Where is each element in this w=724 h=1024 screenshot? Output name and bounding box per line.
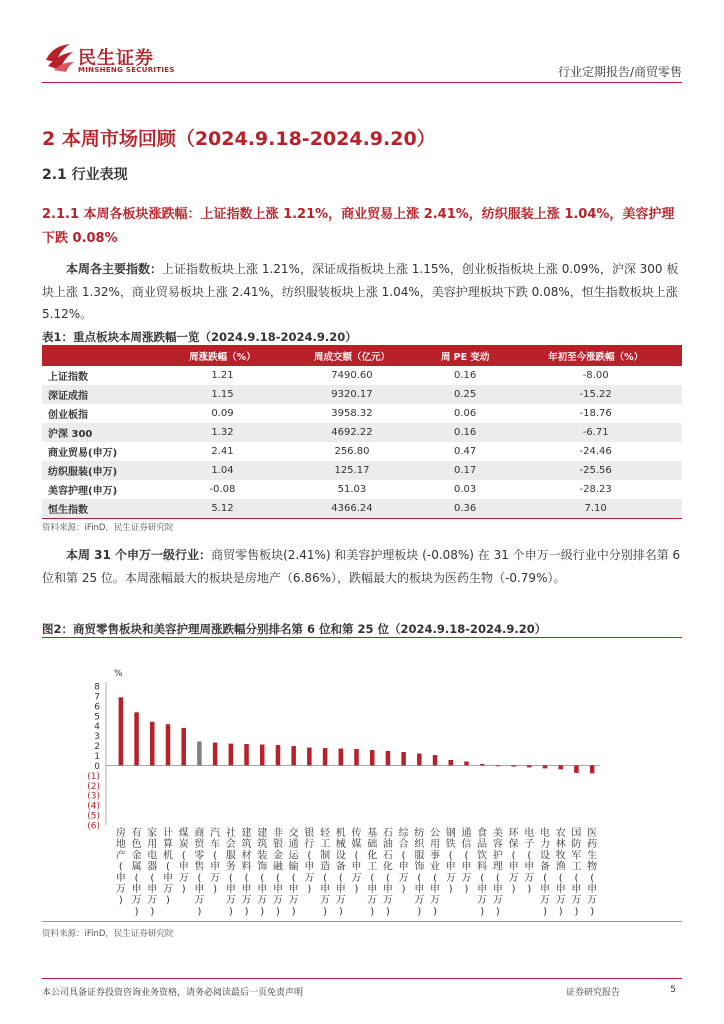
logo-name-en: MINSHENG SECURITIES (78, 66, 175, 74)
table-cell: -0.08 (209, 484, 236, 495)
x-tick-label: 机械设备(申万) (335, 828, 346, 918)
table-cell: 0.16 (421, 423, 509, 442)
bar (150, 722, 155, 766)
figure-bottom-rule (42, 921, 682, 922)
table-cell: 9320.17 (283, 385, 421, 404)
y-tick-label: 5 (94, 712, 100, 723)
y-tick-label: (2) (87, 781, 100, 792)
y-tick-label: 2 (94, 742, 100, 753)
x-tick-label: 通信(申万) (461, 828, 472, 895)
x-tick-label: 基础化工(申万) (367, 828, 378, 918)
table-cell: 商业贸易(申万) (48, 448, 118, 459)
figure-source: 资料来源：iFinD，民生证券研究院 (42, 929, 174, 939)
table-cell: 0.25 (421, 385, 509, 404)
y-tick-label: 3 (94, 732, 100, 743)
table-cell: 1.32 (162, 423, 283, 442)
bar (401, 752, 406, 765)
paragraph-lead: 本周 31 个申万一级行业： (66, 548, 212, 562)
table-cell: 4366.24 (283, 499, 421, 518)
x-tick-label: 国防军工(申万) (571, 828, 582, 918)
table-cell: 0.03 (454, 484, 477, 495)
table-cell: 7490.60 (331, 370, 373, 381)
y-tick-label: (5) (87, 811, 100, 822)
y-tick-label: (3) (87, 791, 100, 802)
table-cell: 125.17 (283, 461, 421, 480)
x-tick-label: 美容护理(申万) (492, 828, 503, 918)
bar (181, 728, 186, 766)
logo-name-cn: 民生证券 (78, 48, 154, 69)
table-source: 资料来源：iFinD，民生证券研究院 (42, 523, 174, 533)
table-cell: 2.41 (211, 446, 234, 457)
table-cell: 1.15 (162, 385, 283, 404)
bar (339, 749, 344, 766)
x-tick-label: 农林牧渔(申万) (555, 828, 566, 918)
table-cell: 51.03 (337, 484, 367, 495)
figure-title: 图2：商贸零售板块和美容护理周涨跌幅分别排名第 6 位和第 25 位（2024.9.18-2024.9.20） (42, 622, 547, 636)
table-cell: -6.71 (509, 423, 682, 442)
index-performance-table (42, 345, 682, 519)
x-tick-label: 建筑材料(申万) (241, 828, 252, 918)
table-cell: 纺织服装(申万) (42, 461, 162, 480)
table-cell: 4692.22 (283, 423, 421, 442)
table-header-cell: 年初至今涨跌幅（%） (509, 345, 682, 366)
table-cell: 美容护理(申万) (48, 486, 118, 497)
x-tick-label: 银行(申万) (304, 828, 315, 895)
paragraph-body: 商贸零售板块(2.41%) 和美容护理板块 (-0.08%) 在 31 个申万一级行业中分别排名第 6 位和第 25 位。本周涨幅最大的板块是房地产（6.86%），跌幅最大的板块为医药生物（-0.79%）。 (42, 548, 681, 585)
bar (119, 697, 124, 765)
table-cell: 沪深 300 (42, 423, 162, 442)
table-header-cell (42, 345, 162, 366)
industry-return-bar-chart (0, 640, 724, 920)
x-tick-label: 医药生物(申万) (587, 828, 598, 918)
x-tick-label: 非银金融(申万) (272, 828, 283, 918)
bar (197, 742, 202, 766)
x-tick-label: 计算机(申万) (162, 828, 173, 907)
y-tick-label: 7 (94, 692, 100, 703)
header-divider (42, 82, 682, 83)
bar (590, 765, 595, 773)
x-tick-label: 家用电器(申万) (147, 828, 158, 918)
x-tick-label: 纺织服饰(申万) (414, 828, 425, 918)
table-row (42, 404, 682, 423)
table-cell: 0.17 (421, 461, 509, 480)
table-cell: 恒生指数 (42, 499, 162, 518)
table-row (42, 499, 682, 518)
x-tick-label: 石油石化(申万) (382, 828, 393, 918)
table-cell: -18.76 (579, 408, 612, 419)
table-row (42, 442, 682, 461)
index-summary-paragraph (42, 258, 682, 326)
table-cell: 深证成指 (42, 385, 162, 404)
table-cell: 5.12 (162, 499, 283, 518)
bar (433, 755, 438, 765)
bar (574, 765, 579, 772)
table-header-cell: 周 PE 变动 (421, 345, 509, 366)
table-cell: 0.47 (454, 446, 477, 457)
paragraph-lead: 本周各主要指数： (66, 262, 163, 276)
x-tick-label: 公用事业(申万) (430, 828, 441, 918)
x-tick-label: 环保(申万) (508, 828, 519, 895)
report-category: 行业定期报告/商贸零售 (557, 65, 682, 79)
y-tick-label: 4 (94, 722, 100, 733)
table-cell: 上证指数 (48, 372, 88, 383)
table-cell: 7.10 (509, 499, 682, 518)
y-tick-label: 8 (94, 682, 100, 693)
bar (213, 743, 218, 766)
table-cell: 0.06 (454, 408, 477, 419)
x-tick-label: 食品饮料(申万) (477, 828, 488, 918)
bar (134, 712, 139, 765)
paragraph-body: 上证指数板块上涨 1.21%，深证成指板块上涨 1.15%，创业板指板块上涨 0.09%，沪深 300 板块上涨 1.32%，商业贸易板块上涨 2.41%，纺织服装板块上涨 1.04%，美容护理板块下跌 0.08%，恒生指数板块上涨 5.12%。 (42, 262, 679, 321)
bar (417, 754, 422, 766)
bar (244, 744, 249, 765)
bar (449, 760, 454, 765)
x-tick-label: 电力设备(申万) (540, 828, 551, 918)
bar (480, 764, 485, 765)
table-cell: 1.04 (162, 461, 283, 480)
bar (276, 745, 281, 765)
bar (464, 761, 469, 765)
bar (527, 765, 532, 767)
table-title: 表1：重点板块本周涨跌幅一览（2024.9.18-2024.9.20） (42, 330, 357, 344)
y-tick-label: 1 (94, 752, 100, 762)
x-tick-label: 汽车(申万) (210, 828, 221, 895)
bar (291, 746, 296, 765)
table-header-cell: 周涨跌幅（%） (162, 345, 283, 366)
industry-summary-paragraph (42, 544, 682, 589)
x-tick-label: 传媒(申万) (351, 828, 362, 895)
bar (354, 749, 359, 765)
footer-report-label: 证券研究报告 (566, 988, 621, 998)
subsubsection-title: 2.1.1 本周各板块涨跌幅：上证指数上涨 1.21%，商业贸易上涨 2.41%，纺织服装上涨 1.04%，美容护理下跌 0.08% (42, 207, 675, 246)
table-cell: 3958.32 (331, 408, 373, 419)
footer-disclaimer: 本公司具备证券投资咨询业务资格，请务必阅读最后一页免责声明 (42, 988, 304, 998)
table-row (42, 385, 682, 404)
footer-divider (42, 978, 682, 979)
x-tick-label: 钢铁(申万) (445, 828, 456, 895)
bar (323, 748, 328, 765)
section-title: 2 本周市场回顾（2024.9.18-2024.9.20） (42, 128, 436, 150)
bar (229, 744, 234, 766)
x-tick-label: 综合(申万) (398, 828, 409, 895)
table-cell: 0.16 (454, 370, 477, 381)
y-tick-label: 6 (94, 702, 100, 713)
table-row (42, 480, 682, 499)
table-cell: -15.22 (509, 385, 682, 404)
x-tick-label: 电子(申万) (524, 828, 535, 895)
x-tick-label: 有色金属(申万) (131, 828, 142, 918)
y-tick-label: 0 (94, 761, 100, 772)
bar (511, 765, 516, 766)
page-number: 5 (670, 985, 676, 995)
x-tick-label: 煤炭(申万) (178, 828, 189, 895)
table-row (42, 423, 682, 442)
bar (496, 765, 501, 766)
subsection-title: 2.1 行业表现 (42, 167, 128, 183)
bar (370, 750, 375, 765)
bar (307, 748, 312, 766)
table-cell: 创业板指 (48, 410, 88, 421)
table-row (42, 366, 682, 385)
bar (543, 765, 548, 768)
table-cell: -24.46 (579, 446, 612, 457)
table-row (42, 461, 682, 480)
bar (166, 724, 171, 765)
x-tick-label: 交通运输(申万) (288, 828, 299, 918)
x-tick-label: 房地产(申万) (115, 828, 126, 907)
bar (260, 745, 265, 766)
y-tick-label: (4) (87, 801, 100, 812)
table-cell: -28.23 (579, 484, 612, 495)
table-header-cell: 周成交额（亿元） (283, 345, 421, 366)
table-cell: -8.00 (582, 370, 609, 381)
y-axis-label: % (114, 669, 123, 679)
table-cell: 256.80 (334, 446, 370, 457)
table-cell: 1.21 (211, 370, 234, 381)
table-cell: 0.09 (211, 408, 234, 419)
bar (386, 751, 391, 765)
x-tick-label: 社会服务(申万) (225, 828, 236, 918)
y-tick-label: (1) (87, 771, 100, 782)
figure-top-rule (42, 637, 682, 638)
x-tick-label: 建筑装饰(申万) (257, 828, 268, 918)
y-tick-label: (6) (87, 821, 100, 832)
x-tick-label: 商贸零售(申万) (194, 828, 205, 918)
table-cell: -25.56 (509, 461, 682, 480)
bar (558, 765, 563, 769)
x-tick-label: 轻工制造(申万) (320, 828, 331, 918)
company-logo (42, 40, 76, 74)
table-cell: 0.36 (421, 499, 509, 518)
